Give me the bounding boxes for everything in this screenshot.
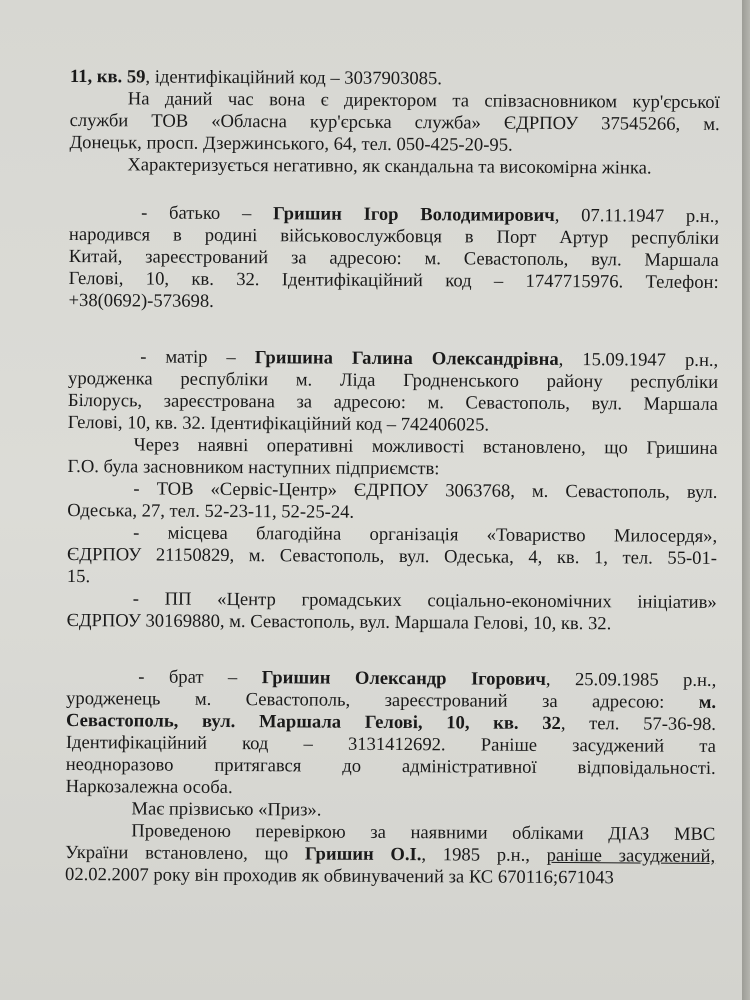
company-3-line-1: - ПП «Центр громадських соціально-економічних ініціатив»: [132, 588, 717, 613]
ops-intro-line-1: Через наявні оперативні можливості встановлено, що Гришина: [133, 434, 718, 459]
father-line-3: Гелові, 10, кв. 32. Ідентифікаційний код – 1747715976. Телефон:: [68, 267, 719, 293]
brother-line-2: Севастополь, вул. Маршала Гелові, 10, кв. 32, тел. 57-36-98.: [65, 709, 717, 735]
company-1-line-2: Одеська, 27, тел. 52-23-11, 52-25-24.: [67, 499, 355, 523]
check-line-1: Проведеною перевіркою за наявними обліками ДІАЗ МВС: [131, 820, 716, 845]
father-line-4: +38(0692)-573698.: [68, 289, 214, 312]
mother-line-3: Гелові, 10, кв. 32. Ідентифікаційний код – 742406025.: [67, 411, 490, 436]
characterization-line: Характеризується негативно, як скандальна та високомірна жінка.: [127, 154, 652, 179]
paragraph-director-line-2: служби ТОВ «Обласна кур'єрська служба» ЄДРПОУ 37545266, м.: [69, 109, 720, 135]
brother-line-5: Наркозалежна особа.: [65, 775, 233, 799]
check-line-2: України встановлено, що Гришин О.І., 1985 р.н., раніше засуджений,: [65, 841, 716, 867]
father-line-1: народився в родині військовослужбовця в Порт Артур республіки: [68, 223, 720, 249]
check-line-3: 02.02.2007 року він проходив як обвинувачений за КС 670116;671043: [64, 863, 614, 889]
mother-line-2: Білорусь, зареєстрована за адресою: м. Севастополь, вул. Маршала: [67, 389, 719, 415]
paragraph-director-line-1: На даний час вона є директором та співзасновником кур'єрської: [127, 88, 720, 113]
brother-line-4: неодноразово притягався до адміністративної відповідальності.: [65, 753, 716, 779]
address-fragment: 11, кв. 59: [69, 66, 146, 88]
brother-line-1: уродженець м. Севастополь, зареєстрований за адресою: м.: [66, 687, 717, 713]
mother-heading: - матір – Гришина Галина Олександрівна, 15.09.1947 р.н.,: [140, 346, 719, 371]
brother-heading: - брат – Гришин Олександр Ігорович, 25.09.1985 р.н.,: [138, 666, 717, 691]
company-2-line-3: 15.: [66, 565, 91, 588]
brother-name: Гришин Олександр Ігорович: [261, 667, 546, 690]
paper-edge: [742, 0, 750, 1000]
company-2-line-2: ЄДРПОУ 21150829, м. Севастополь, вул. Одеська, 4, кв. 1, тел. 55-01-: [66, 543, 718, 569]
company-1-line-1: - ТОВ «Сервіс-Центр» ЄДРПОУ 3063768, м. Севастополь, вул.: [133, 478, 718, 503]
brother-address: Севастополь, вул. Маршала Гелові, 10, кв. 32: [65, 709, 561, 735]
father-line-2: Китай, зареєстрований за адресою: м. Севастополь, вул. Маршала: [68, 245, 719, 271]
opening-line: 11, кв. 59, ідентифікаційний код – 3037903085.: [69, 66, 443, 90]
ops-intro-line-2: Г.О. була засновником наступних підприємств:: [67, 455, 440, 480]
brother-line-3: Ідентифікаційний код – 3131412692. Раніше засуджений та: [65, 731, 716, 757]
suspect-name: Гришин О.І.: [304, 843, 422, 866]
company-3-line-2: ЄДРПОУ 30169880, м. Севастополь, вул. Маршала Гелові, 10, кв. 32.: [66, 609, 612, 635]
brother-nickname: Має прізвисько «Приз».: [131, 798, 322, 821]
document-text: [65, 66, 720, 890]
father-heading: - батько – Гришин Ігор Володимирович, 07.11.1947 р.н.,: [141, 202, 720, 227]
mother-line-1: уродженка республіки м. Ліда Гродненського району республіки: [68, 367, 719, 393]
convicted-underlined: раніше засуджений,: [546, 844, 716, 867]
father-name: Гришин Ігор Володимирович: [272, 203, 555, 226]
company-2-line-1: - місцева благодійна організація «Товариство Милосердя»,: [133, 522, 718, 547]
paragraph-director-line-3: Донецьк, просп. Дзержинського, 64, тел. 050-425-20-95.: [69, 131, 513, 156]
mother-name: Гришина Галина Олександрівна: [254, 347, 559, 370]
